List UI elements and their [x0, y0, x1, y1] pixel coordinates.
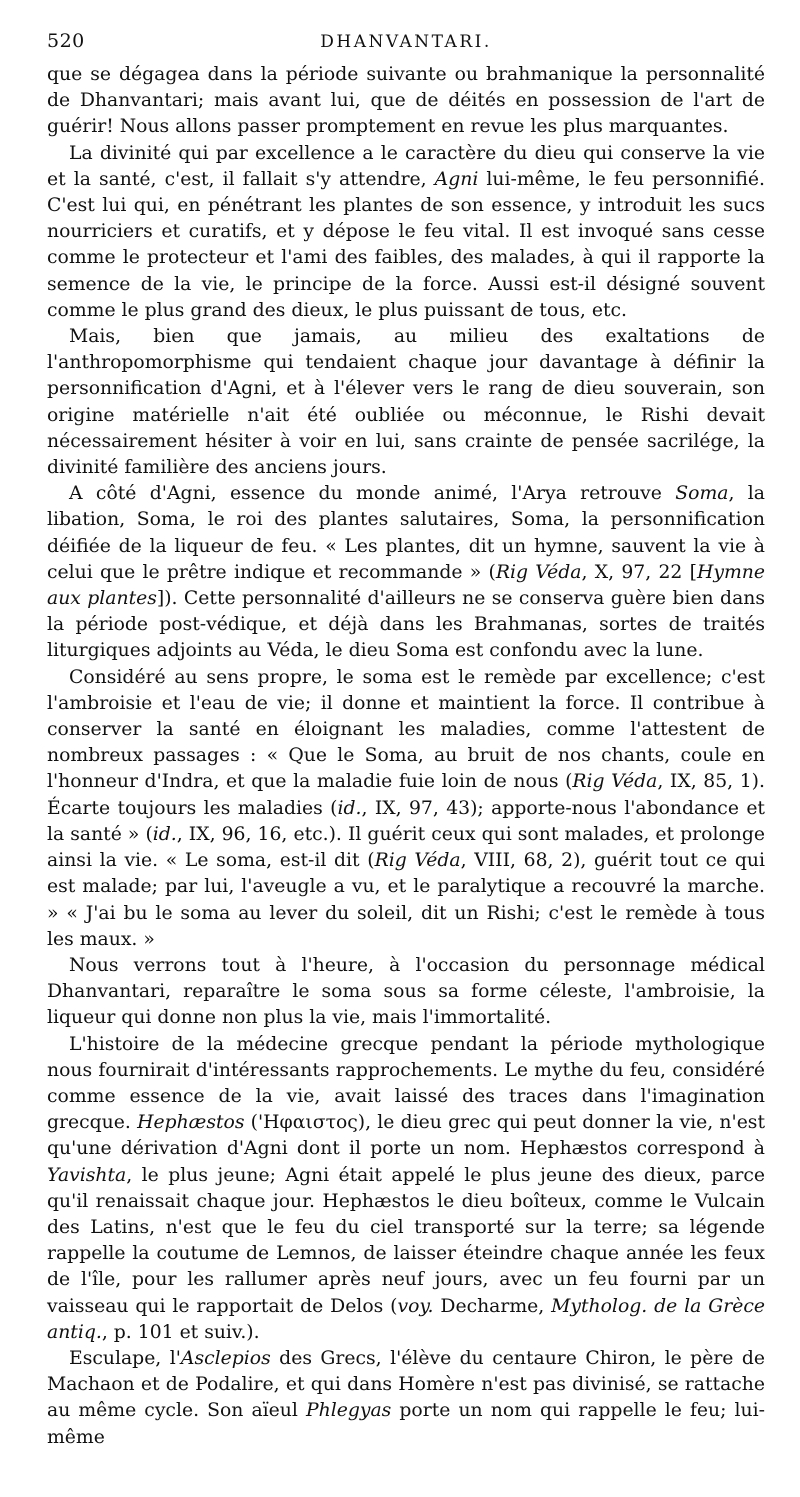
text-run: Considéré au sens propre, le soma est le remède par excellence; c'est l'ambroisie et l'eau de vie; il donne et maintient la force. Il contribue à conserver la santé en éloignant les maladies, comme l'attestent de nombreux passages : « Que le Soma, au bruit de nos chants, coule en l'honneur d'Indra, et que la maladie fuie loin de nous ( [47, 666, 765, 793]
text-run: Mais, bien que jamais, au milieu des exaltations de l'anthropomorphisme qui tendaient chaque jour davantage à définir la personnification d'Agni, et à l'élever vers le rang de dieu souverain, son origine matérielle n'ait été oubliée ou méconnue, le Rishi devait nécessairement hésiter à voir en lui, sans crainte de pensée sacrilége, la divinité familière des anciens jours. [47, 326, 765, 479]
running-title: DHANVANTARI. [320, 32, 492, 52]
text-run: , IX, 97, 43); apporte-nous l'abondance et la santé » ( [47, 797, 765, 845]
paragraph [47, 62, 765, 141]
paragraph [47, 1032, 765, 1346]
italic-text: Asclepios [180, 1347, 271, 1369]
text-run: , IX, 85, 1). Écarte toujours les maladies ( [47, 771, 765, 819]
italic-text: Hephæstos [137, 1112, 245, 1134]
text-run: porte un nom qui rappelle le feu; lui-même [47, 1400, 765, 1448]
paragraph [47, 665, 765, 953]
italic-text: Rig Véda [495, 561, 582, 583]
text-run: ]). Cette personnalité d'ailleurs ne se conserva guère bien dans la période post-védique, et déjà dans les Brahmanas, sortes de traités liturgiques adjoints au Véda, le dieu Soma est confondu avec la lune. [47, 588, 765, 662]
text-run: Nous verrons tout à l'heure, à l'occasion du personnage médical Dhanvantari, reparaître le soma sous sa forme céleste, l'ambroisie, la liqueur qui donne non plus la vie, mais l'immortalité. [47, 954, 765, 1029]
text-run: La divinité qui par excellence a le caractère du dieu qui conserve la vie et la santé, c'est, il fallait s'y attendre, [47, 142, 765, 190]
text-run: , IX, 96, 16, etc.). Il guérit ceux qui sont malades, et prolonge ainsi la vie. « Le soma, est-il dit ( [47, 823, 765, 872]
text-run: L'histoire de la médecine grecque pendant la période mythologique nous fournirait d'intéressants rapprochements. Le mythe du feu, considéré comme essence de la vie, avait laissé des traces dans l'imagination grecque. [47, 1033, 765, 1134]
paragraph [47, 953, 765, 1032]
page-header [47, 30, 765, 56]
text-run: , la libation, Soma, le roi des plantes salutaires, Soma, la personnification déifiée de la liqueur de feu. « Les plantes, dit un hymne, sauvent la vie à celui que le prêtre indique et recommande » ( [47, 483, 765, 583]
text-run: , p. 101 et suiv.). [101, 1321, 260, 1343]
paragraph [47, 141, 765, 324]
italic-text: Phlegyas [305, 1400, 392, 1422]
italic-text: id. [152, 823, 177, 845]
italic-text: id. [337, 797, 362, 819]
italic-text: Rig Véda [572, 771, 658, 793]
italic-text: voy. [397, 1295, 434, 1317]
text-run: des Grecs, l'élève du centaure Chiron, le père de Machaon et de Podalire, et qui dans Homère n'est pas divinisé, se rattache au même cycle. Son aïeul [47, 1347, 766, 1422]
paragraph [47, 324, 765, 481]
text-run: , VIII, 68, 2), guérit tout ce qui est malade; par lui, l'aveugle a vu, et le paralytique a recouvré la marche. » « J'ai bu le soma au lever du soleil, dit un Rishi; c'est le remède à tous les maux. » [47, 850, 765, 950]
text-run: que se dégagea dans la période suivante ou brahmanique la personnalité de Dhanvantari; mais avant lui, que de déités en possession de l'art de guérir! Nous allons passer promptement en revue les plus marquantes. [47, 64, 765, 138]
page-number: 520 [47, 30, 85, 52]
text-run: , X, 97, 22 [ [581, 561, 697, 583]
text-run: Decharme, [433, 1295, 552, 1317]
italic-text: Rig Véda [374, 850, 461, 872]
italic-text: Soma [675, 483, 729, 505]
text-run: A côté d'Agni, essence du monde animé, l'Arya retrouve [69, 483, 676, 505]
italic-text: Mytholog. de la Grèce antiq. [47, 1295, 765, 1343]
text-run: , le plus jeune; Agni était appelé le plus jeune des dieux, parce qu'il renaissait chaque jour. Hephæstos le dieu boîteux, comme le Vulcain des Latins, n'est que le feu du ciel transporté sur la terre; sa légende rappelle la coutume de Lemnos, de laisser éteindre chaque année les feux de l'île, pour les rallumer après neuf jours, avec un feu fourni par un vaisseau qui le rapportait de Delos ( [47, 1164, 765, 1317]
paragraph [47, 1346, 765, 1451]
body-text [47, 62, 765, 1451]
paragraph [47, 481, 765, 664]
italic-text: Yavishta [47, 1164, 127, 1186]
text-run: Esculape, l' [69, 1347, 181, 1369]
italic-text: Hymne aux plantes [47, 561, 765, 610]
text-run: ('Ηφαιστος), le dieu grec qui peut donner la vie, n'est qu'une dérivation d'Agni dont il porte un nom. Hephæstos correspond à [47, 1112, 765, 1160]
italic-text: Agni [434, 168, 479, 190]
text-run: lui-même, le feu personnifié. C'est lui qui, en pénétrant les plantes de son essence, y introduit les sucs nourriciers et curatifs, et y dépose le feu vital. Il est invoqué sans cesse comme le protecteur et l'ami des faibles, des malades, à qui il rapporte la semence de la vie, le principe de la force. Aussi est-il désigné souvent comme le plus grand des dieux, le plus puissant de tous, etc. [47, 168, 765, 321]
